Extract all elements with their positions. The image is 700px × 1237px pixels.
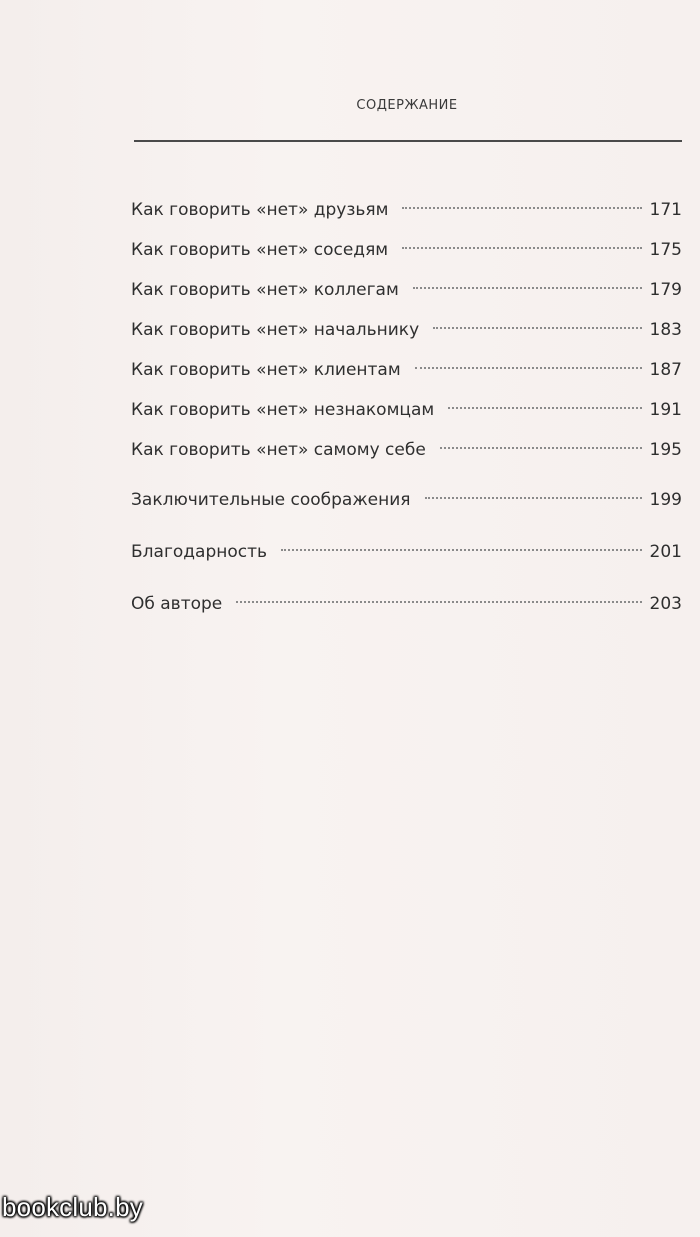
dot-leader [433, 327, 641, 329]
watermark: bookclub.by [2, 1192, 143, 1222]
toc-entry-title: Об авторе [131, 594, 223, 614]
page-title: СОДЕРЖАНИЕ [356, 98, 458, 113]
toc-entry-title: Как говорить «нет» друзьям [131, 200, 389, 220]
toc-entry-colleagues [131, 276, 682, 304]
dot-leader [415, 367, 642, 369]
toc-entry-page: 203 [649, 594, 682, 614]
toc-entry-title: Как говорить «нет» самому себе [131, 440, 426, 460]
toc-entry-conclusion [131, 486, 682, 514]
toc-entry-title: Как говорить «нет» клиентам [131, 360, 401, 380]
toc-entry-friends [131, 196, 682, 224]
dot-leader [425, 497, 642, 499]
toc-entry-acknowledgements [131, 538, 682, 566]
toc-entry-strangers [131, 396, 682, 424]
toc-entry-page: 187 [649, 360, 682, 380]
dot-leader [281, 549, 642, 551]
dot-leader [236, 601, 641, 603]
dot-leader [402, 207, 641, 209]
dot-leader [448, 407, 641, 409]
toc-entry-neighbors [131, 236, 682, 264]
toc-entry-page: 183 [649, 320, 682, 340]
toc-entry-clients [131, 356, 682, 384]
toc-entry-page: 179 [649, 280, 682, 300]
toc-entry-page: 201 [649, 542, 682, 562]
header-divider [134, 140, 682, 142]
dot-leader [440, 447, 642, 449]
toc-entry-page: 191 [649, 400, 682, 420]
toc-entry-title: Как говорить «нет» соседям [131, 240, 389, 260]
toc-entry-title: Заключительные соображения [131, 490, 411, 510]
toc-entry-title: Благодарность [131, 542, 268, 562]
toc-entry-title: Как говорить «нет» начальнику [131, 320, 420, 340]
toc-entry-self [131, 436, 682, 464]
toc-entry-title: Как говорить «нет» коллегам [131, 280, 399, 300]
toc-entry-about-author [131, 590, 682, 618]
toc-entry-boss [131, 316, 682, 344]
dot-leader [402, 247, 641, 249]
toc-entry-page: 171 [649, 200, 682, 220]
table-of-contents [131, 196, 682, 618]
toc-entry-page: 199 [649, 490, 682, 510]
toc-entry-page: 175 [649, 240, 682, 260]
dot-leader [413, 287, 642, 289]
toc-entry-page: 195 [649, 440, 682, 460]
toc-entry-title: Как говорить «нет» незнакомцам [131, 400, 435, 420]
